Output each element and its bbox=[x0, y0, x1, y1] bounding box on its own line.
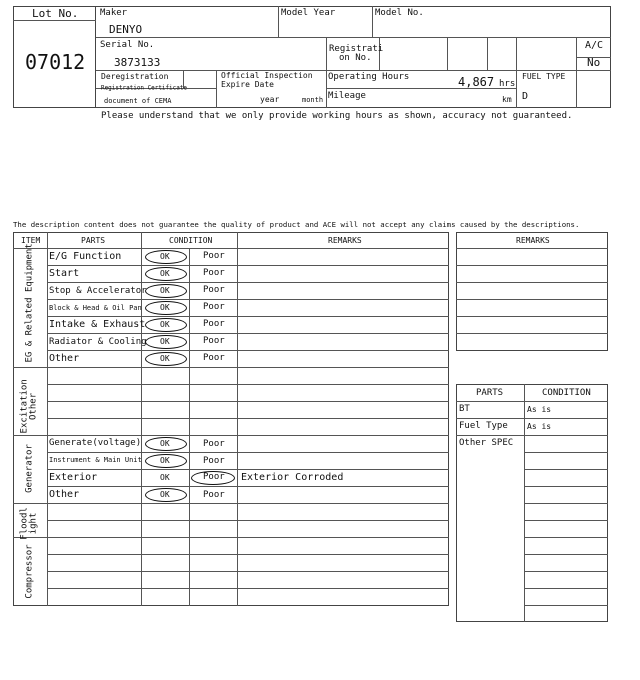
remarks-header: REMARKS bbox=[516, 236, 550, 245]
ok-label: OK bbox=[160, 439, 170, 448]
group-generator-label: Generator bbox=[24, 444, 35, 493]
remarks-table bbox=[456, 232, 608, 351]
serial-label: Serial No. bbox=[100, 40, 155, 50]
deregistration-label: Deregistration bbox=[101, 72, 169, 81]
disclaimer: The description content does not guarantee the quality of product and ACE will not accept any claims caused by the descriptions. bbox=[13, 221, 580, 229]
remark-text: Exterior Corroded bbox=[241, 472, 344, 483]
poor-label: Poor bbox=[203, 439, 225, 449]
spec-condition: As is bbox=[527, 405, 552, 414]
spec-condition: As is bbox=[527, 422, 552, 431]
cema-label: document of CEMA bbox=[104, 97, 172, 105]
lot-number: 07012 bbox=[25, 50, 86, 74]
condition-table bbox=[13, 232, 449, 606]
header-block bbox=[13, 6, 611, 108]
part-label: Other bbox=[49, 353, 80, 364]
serial-value: 3873133 bbox=[114, 56, 161, 69]
operating-hours-value: 4,867 bbox=[458, 75, 495, 89]
operating-hours-label: Operating Hours bbox=[328, 72, 410, 82]
part-label: Instrument & Main Unit bbox=[49, 456, 142, 464]
group-compressor-label: Compressor bbox=[24, 544, 35, 599]
poor-label: Poor bbox=[203, 285, 225, 295]
ok-label: OK bbox=[160, 269, 170, 278]
part-label: Other bbox=[49, 489, 80, 500]
group-eg-label: EG & Related Equipment bbox=[24, 243, 35, 363]
poor-label: Poor bbox=[203, 456, 225, 466]
hrs-unit: hrs bbox=[499, 79, 516, 89]
part-label: Intake & Exhaust bbox=[49, 319, 146, 330]
spec-table bbox=[456, 384, 608, 622]
col-parts: PARTS bbox=[81, 236, 106, 245]
month-label: month bbox=[302, 96, 324, 104]
km-unit: km bbox=[502, 95, 512, 104]
poor-label: Poor bbox=[203, 336, 225, 346]
ok-label: OK bbox=[160, 337, 170, 346]
part-label: Block & Head & Oil Pan bbox=[49, 304, 142, 312]
official-inspection-label-1: Official Inspection bbox=[221, 71, 313, 80]
part-label: E/G Function bbox=[49, 251, 122, 262]
fuel-type-value: D bbox=[522, 91, 529, 102]
ok-label: OK bbox=[160, 286, 170, 295]
ok-label: OK bbox=[160, 490, 170, 499]
spec-parts-header: PARTS bbox=[476, 388, 504, 398]
model-year-label: Model Year bbox=[281, 8, 336, 18]
registration-label-2: on No. bbox=[339, 53, 372, 63]
poor-label: Poor bbox=[203, 319, 225, 329]
registration-label-1: Registrati bbox=[329, 44, 384, 54]
mileage-label: Mileage bbox=[328, 91, 366, 101]
col-remarks: REMARKS bbox=[328, 236, 362, 245]
poor-label: Poor bbox=[203, 268, 225, 278]
ok-label: OK bbox=[160, 456, 170, 465]
spec-part: Other SPEC bbox=[459, 438, 514, 448]
part-label: Radiator & Cooling bbox=[49, 337, 147, 347]
poor-label: Poor bbox=[203, 490, 225, 500]
spec-part: BT bbox=[459, 404, 470, 414]
ok-label: OK bbox=[160, 354, 170, 363]
poor-label: Poor bbox=[203, 353, 225, 363]
part-label: Stop & Accelerator bbox=[49, 286, 147, 296]
ok-label: OK bbox=[160, 303, 170, 312]
ok-label: OK bbox=[160, 320, 170, 329]
spec-part: Fuel Type bbox=[459, 421, 508, 431]
ac-value: No bbox=[587, 56, 601, 69]
ac-label: A/C bbox=[585, 40, 604, 51]
part-label: Exterior bbox=[49, 472, 98, 483]
part-label: Start bbox=[49, 268, 80, 279]
poor-label: Poor bbox=[203, 472, 225, 482]
maker-value: DENYO bbox=[109, 23, 143, 36]
reg-cert-label: Registration Certificate bbox=[101, 84, 187, 91]
model-no-label: Model No. bbox=[375, 8, 424, 18]
lot-label: Lot No. bbox=[32, 7, 79, 20]
part-label: Generate(voltage) bbox=[49, 438, 142, 448]
spec-condition-header: CONDITION bbox=[542, 388, 591, 398]
fuel-type-label: FUEL TYPE bbox=[522, 72, 566, 81]
col-item: ITEM bbox=[21, 236, 41, 245]
maker-label: Maker bbox=[100, 8, 128, 18]
group-floodlight-label: Floodl ight bbox=[19, 507, 39, 540]
col-condition: CONDITION bbox=[169, 236, 213, 245]
poor-label: Poor bbox=[203, 251, 225, 261]
poor-label: Poor bbox=[203, 302, 225, 312]
hours-notice: Please understand that we only provide working hours as shown, accuracy not guaranteed. bbox=[101, 111, 573, 121]
year-label: year bbox=[260, 95, 280, 104]
ok-label: OK bbox=[160, 252, 170, 261]
group-excitation-label: Excitation Other bbox=[19, 379, 39, 434]
ok-label: OK bbox=[160, 473, 170, 482]
official-inspection-label-2: Expire Date bbox=[221, 80, 274, 89]
